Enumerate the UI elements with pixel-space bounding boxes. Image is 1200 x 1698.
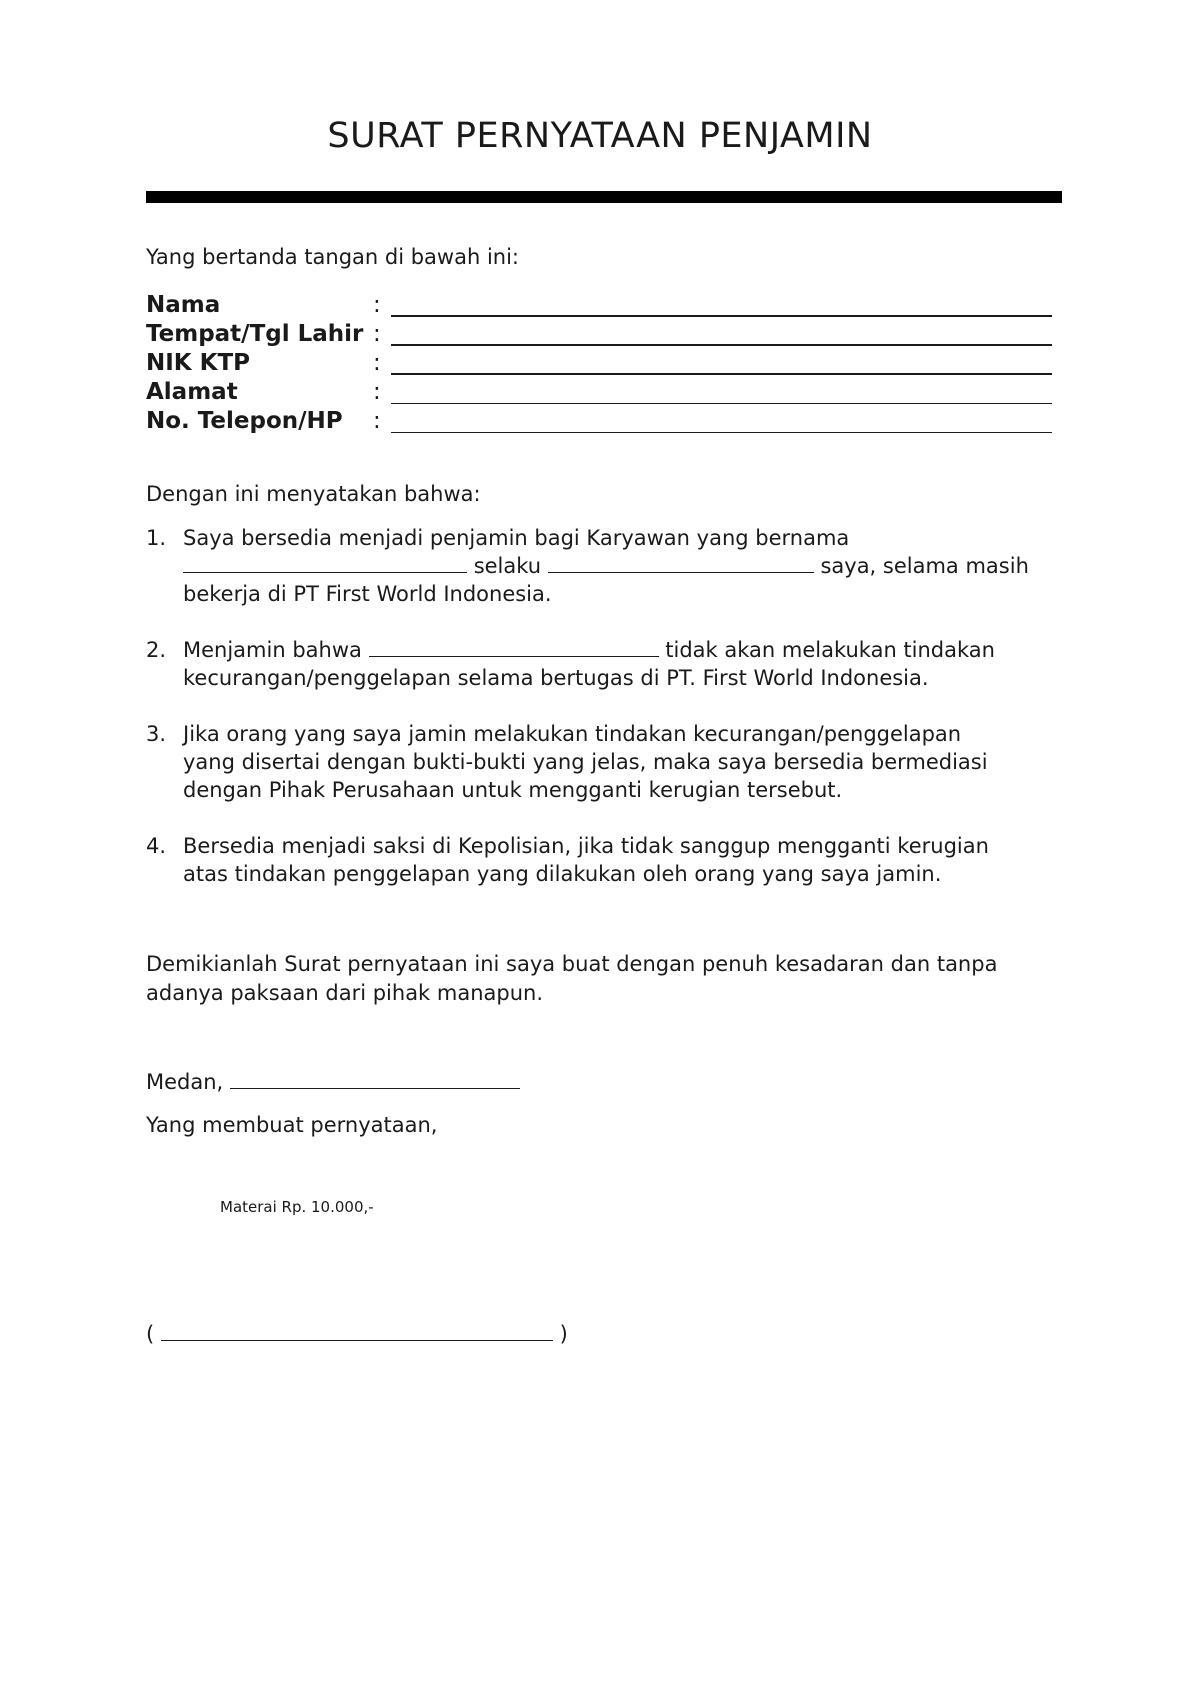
intro-text: Yang bertanda tangan di bawah ini: [146,245,520,269]
field-label: NIK KTP [146,350,251,376]
item-line: Bersedia menjadi saksi di Kepolisian, jika tidak sanggup mengganti kerugian [183,834,989,858]
title-divider [146,191,1062,203]
item-number: 3. [146,722,167,746]
item-line [183,636,1063,664]
item-text: Menjamin bahwa [183,638,362,662]
item-text: selaku [473,554,542,578]
field-label: Tempat/Tgl Lahir [146,321,364,347]
item-body [183,636,1063,692]
item-text: saya, selama masih [820,554,1029,578]
field-blank-line [391,373,1052,375]
item-line: Jika orang yang saya jamin melakukan tindakan kecurangan/penggelapan [183,722,962,746]
document-title: SURAT PERNYATAAN PENJAMIN [327,116,873,156]
closing-line: adanya paksaan dari pihak manapun. [146,981,544,1005]
signer-label: Yang membuat pernyataan, [146,1113,438,1137]
signature-open-paren: ( [146,1322,155,1346]
field-alamat [146,378,1052,406]
field-blank-line [391,315,1052,317]
field-colon: : [373,350,381,376]
field-colon: : [373,379,381,405]
field-telepon [146,407,1052,435]
closing-line: Demikianlah Surat pernyataan ini saya buat dengan penuh kesadaran dan tanpa [146,952,998,976]
field-label: Alamat [146,379,238,405]
field-colon: : [373,321,381,347]
field-tempat-tgl-lahir [146,320,1052,348]
item-line: dengan Pihak Perusahaan untuk mengganti kerugian tersebut. [183,778,843,802]
field-blank-line [391,432,1052,433]
item-number: 1. [146,526,167,550]
signature-line [146,1320,568,1346]
place-date-line [146,1068,520,1097]
field-blank-line [391,403,1052,404]
item-body [183,832,1063,888]
signature-blank-line [161,1320,553,1341]
role-blank-line [548,552,814,573]
item-number: 4. [146,834,167,858]
field-label: Nama [146,292,221,318]
field-colon: : [373,292,381,318]
signature-close-paren: ) [559,1322,568,1346]
closing-paragraph [146,950,997,1008]
item-body [183,524,1063,608]
date-blank-line [230,1068,520,1089]
field-nik-ktp [146,349,1052,377]
name-blank-line [369,636,659,657]
item-line: atas tindakan penggelapan yang dilakukan oleh orang yang saya jamin. [183,862,942,886]
field-colon: : [373,408,381,434]
item-text: tidak akan melakukan tindakan [665,638,995,662]
field-label: No. Telepon/HP [146,408,343,434]
statement-intro: Dengan ini menyatakan bahwa: [146,482,481,506]
item-number: 2. [146,638,167,662]
field-blank-line [391,344,1052,346]
item-line: yang disertai dengan bukti-bukti yang jelas, maka saya bersedia bermediasi [183,750,988,774]
name-blank-line [183,552,467,573]
place-label: Medan, [146,1070,224,1094]
item-line: kecurangan/penggelapan selama bertugas di PT. First World Indonesia. [183,666,929,690]
item-line [183,552,1063,580]
item-line: bekerja di PT First World Indonesia. [183,582,552,606]
field-nama [146,291,1052,319]
item-body [183,720,1063,804]
item-line: Saya bersedia menjadi penjamin bagi Karyawan yang bernama [183,526,850,550]
stamp-label: Materai Rp. 10.000,- [220,1198,374,1216]
